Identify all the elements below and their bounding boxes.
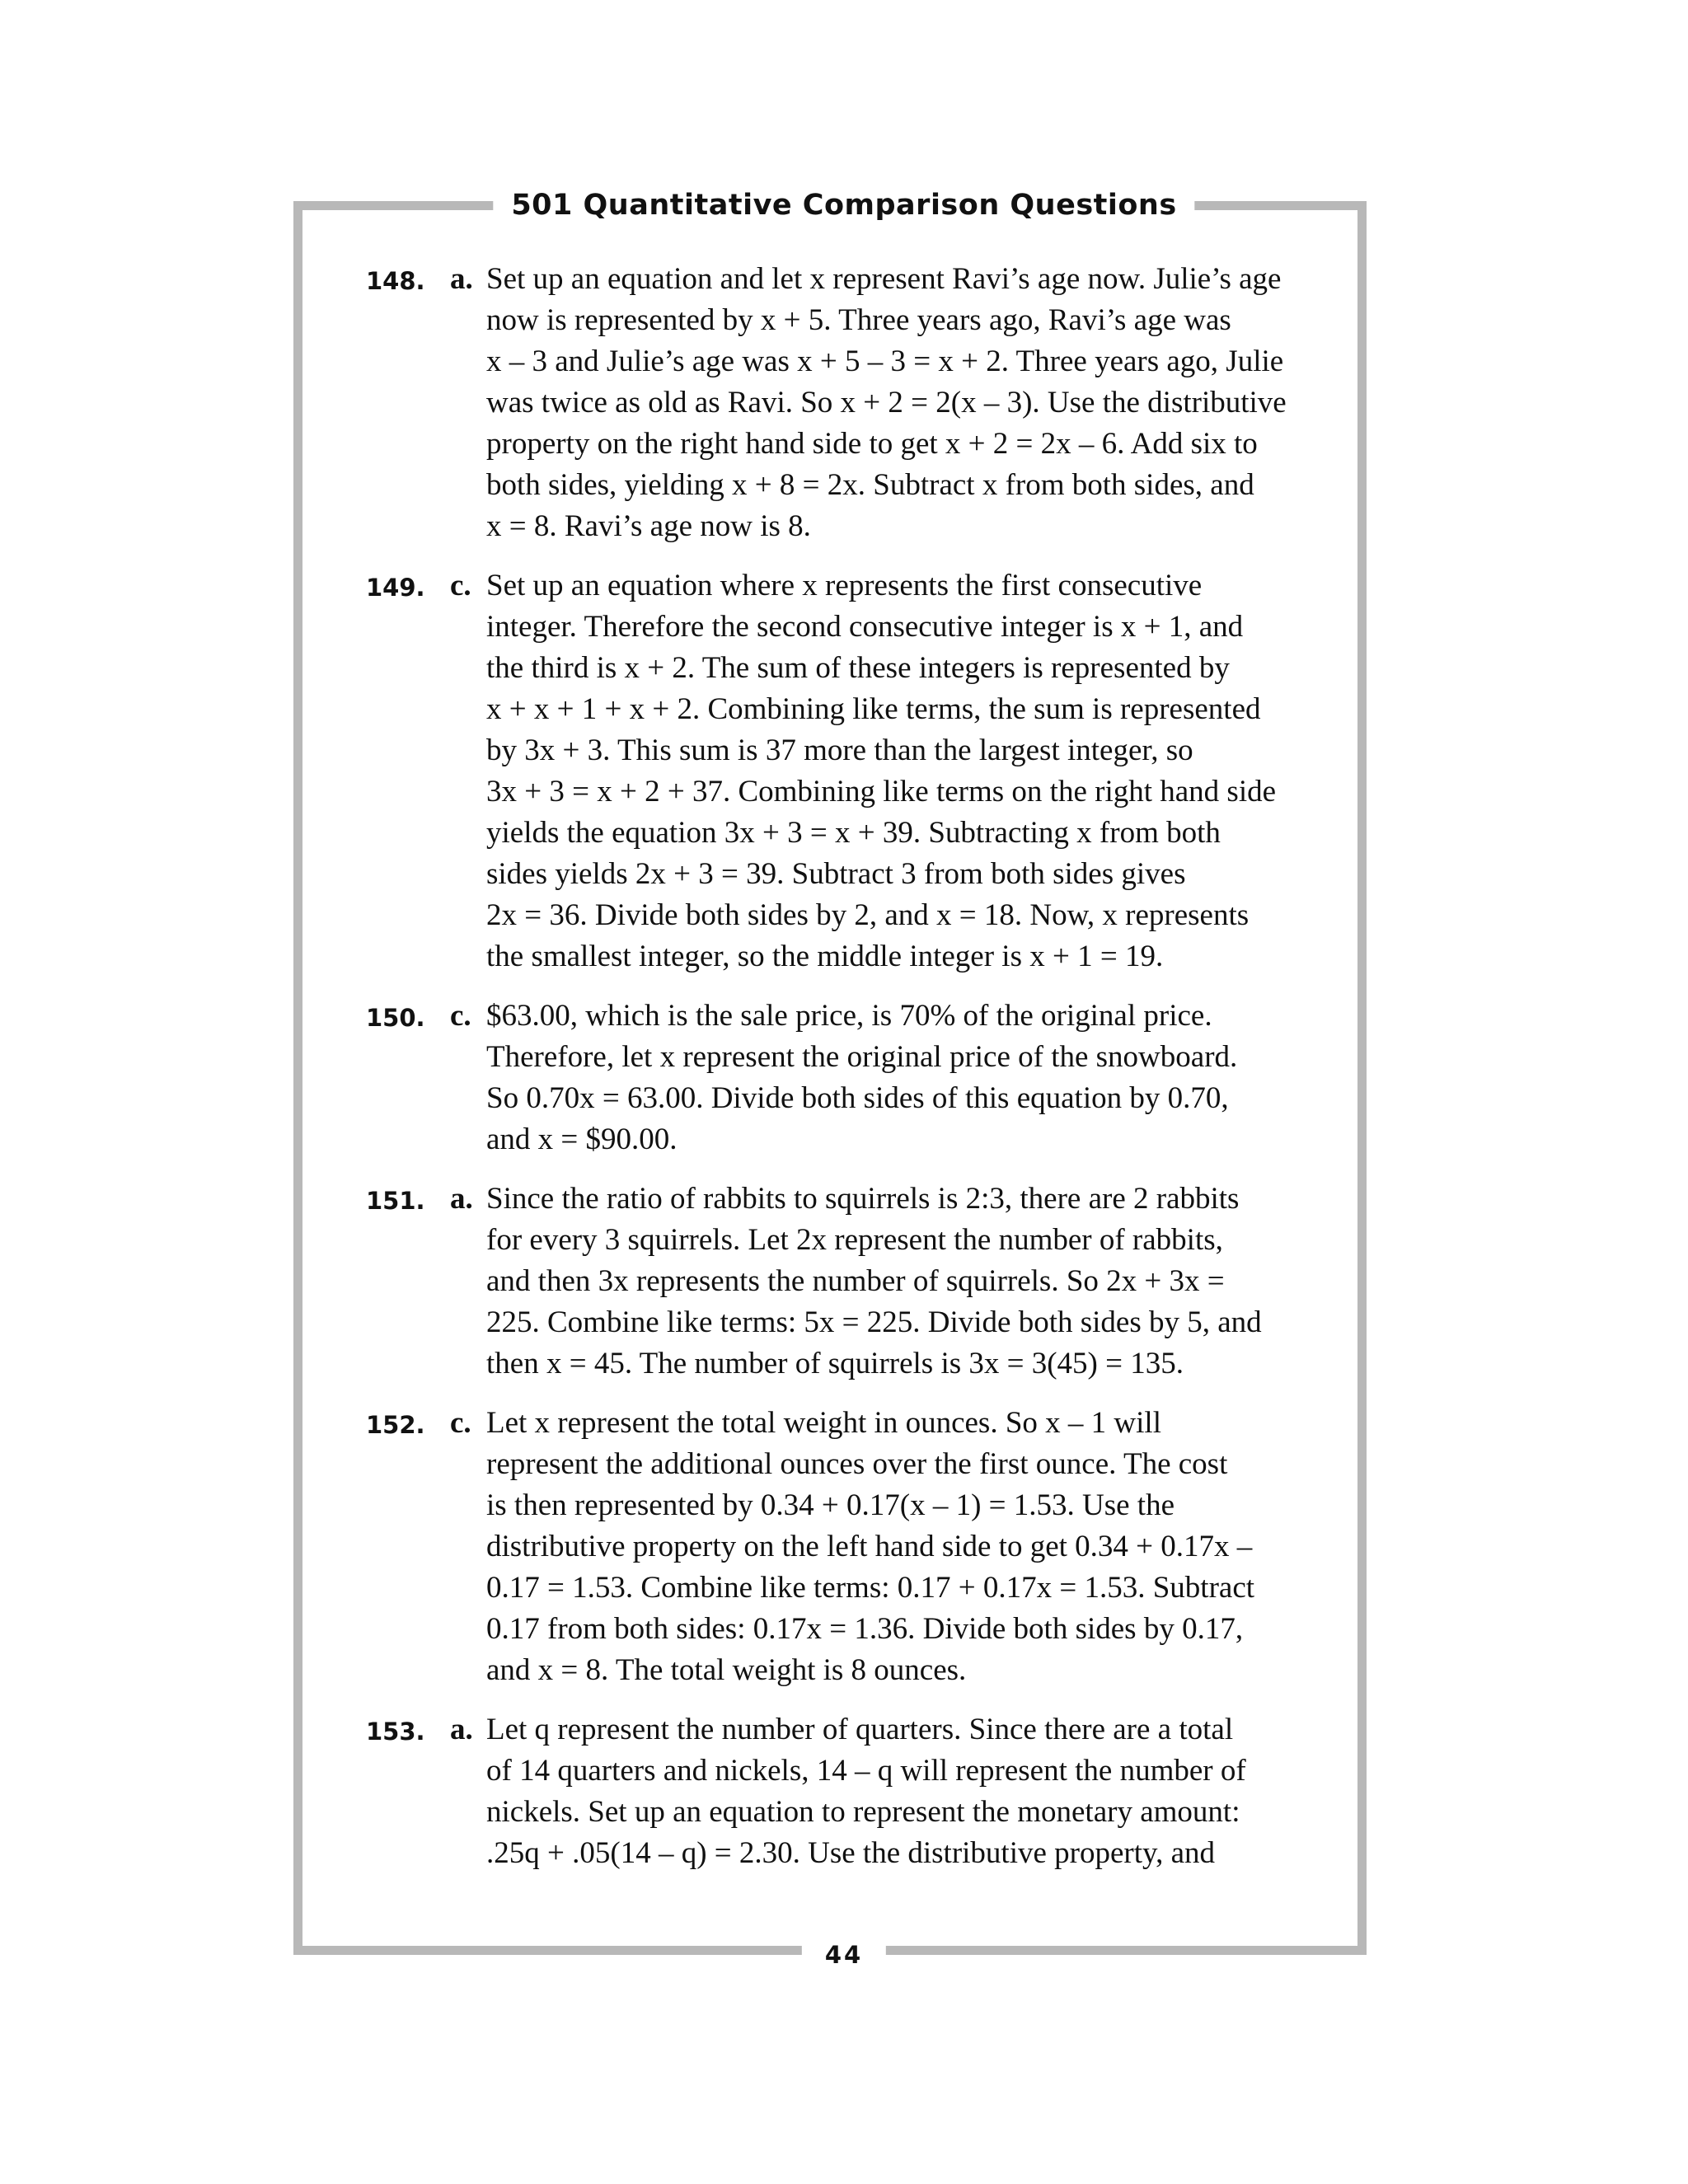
answer-153 (366, 1709, 1322, 1874)
explanation-line: 0.17 from both sides: 0.17x = 1.36. Divide both sides by 0.17, (486, 1612, 1244, 1646)
answer-explanation (486, 1709, 1322, 1874)
explanation-line: and x = 8. The total weight is 8 ounces. (486, 1653, 967, 1687)
explanation-line: So 0.70x = 63.00. Divide both sides of this equation by 0.70, (486, 1081, 1229, 1115)
explanation-line: sides yields 2x + 3 = 39. Subtract 3 from both sides gives (486, 857, 1186, 891)
answer-explanation (486, 1403, 1322, 1691)
explanation-line: the smallest integer, so the middle integer is x + 1 = 19. (486, 940, 1164, 973)
explanation-line: 0.17 = 1.53. Combine like terms: 0.17 + 0.17x = 1.53. Subtract (486, 1571, 1255, 1605)
answer-choice: a. (450, 1713, 473, 1746)
explanation-line: of 14 quarters and nickels, 14 – q will represent the number of (486, 1754, 1246, 1788)
explanation-line: Set up an equation where x represents the first consecutive (486, 569, 1203, 602)
answer-choice: c. (450, 999, 471, 1033)
explanation-line: nickels. Set up an equation to represent the monetary amount: (486, 1795, 1240, 1829)
explanation-line: property on the right hand side to get x + 2 = 2x – 6. Add six to (486, 427, 1258, 461)
explanation-line: yields the equation 3x + 3 = x + 39. Subtracting x from both (486, 816, 1221, 850)
answer-number: 153. (366, 1718, 425, 1746)
page-number: 44 (802, 1937, 886, 1973)
answer-number: 151. (366, 1187, 425, 1215)
explanation-line: .25q + .05(14 – q) = 2.30. Use the distributive property, and (486, 1836, 1216, 1870)
page-header-title: 501 Quantitative Comparison Questions (493, 185, 1194, 226)
explanation-line: represent the additional ounces over the first ounce. The cost (486, 1447, 1228, 1481)
answer-number: 149. (366, 574, 425, 602)
answer-149 (366, 565, 1322, 977)
answer-choice: c. (450, 1406, 471, 1440)
answer-number: 148. (366, 267, 425, 295)
explanation-line: and then 3x represents the number of squirrels. So 2x + 3x = (486, 1264, 1225, 1298)
explanation-line: for every 3 squirrels. Let 2x represent the number of rabbits, (486, 1223, 1223, 1257)
explanation-line: 2x = 36. Divide both sides by 2, and x = 18. Now, x represents (486, 898, 1250, 932)
answer-explanation (486, 259, 1322, 547)
explanation-line: Since the ratio of rabbits to squirrels is 2:3, there are 2 rabbits (486, 1182, 1240, 1216)
explanation-line: Therefore, let x represent the original price of the snowboard. (486, 1040, 1238, 1074)
explanation-line: Let q represent the number of quarters. Since there are a total (486, 1713, 1234, 1746)
answer-150 (366, 996, 1322, 1160)
explanation-line: was twice as old as Ravi. So x + 2 = 2(x – 3). Use the distributive (486, 386, 1287, 419)
answer-choice: a. (450, 262, 473, 296)
explanation-line: distributive property on the left hand side to get 0.34 + 0.17x – (486, 1530, 1253, 1563)
explanation-line: Set up an equation and let x represent Ravi’s age now. Julie’s age (486, 262, 1282, 296)
answer-choice: c. (450, 569, 471, 602)
answer-152 (366, 1403, 1322, 1691)
explanation-line: 225. Combine like terms: 5x = 225. Divide both sides by 5, and (486, 1305, 1262, 1339)
answer-choice: a. (450, 1182, 473, 1216)
explanation-line: is then represented by 0.34 + 0.17(x – 1) = 1.53. Use the (486, 1488, 1175, 1522)
explanation-line: $63.00, which is the sale price, is 70% of the original price. (486, 999, 1212, 1033)
explanation-line: integer. Therefore the second consecutive integer is x + 1, and (486, 610, 1244, 644)
explanation-line: Let x represent the total weight in ounces. So x – 1 will (486, 1406, 1161, 1440)
answer-explanation (486, 996, 1322, 1160)
explanation-line: x + x + 1 + x + 2. Combining like terms, the sum is represented (486, 692, 1261, 726)
explanation-line: both sides, yielding x + 8 = 2x. Subtract x from both sides, and (486, 468, 1254, 502)
answer-number: 152. (366, 1411, 425, 1439)
explanation-line: and x = $90.00. (486, 1122, 678, 1156)
explanation-line: x – 3 and Julie’s age was x + 5 – 3 = x + 2. Three years ago, Julie (486, 344, 1284, 378)
explanation-line: the third is x + 2. The sum of these integers is represented by (486, 651, 1230, 685)
answer-list (366, 259, 1322, 1892)
explanation-line: by 3x + 3. This sum is 37 more than the largest integer, so (486, 733, 1193, 767)
explanation-line: then x = 45. The number of squirrels is 3x = 3(45) = 135. (486, 1347, 1184, 1380)
answer-number: 150. (366, 1004, 425, 1032)
explanation-line: x = 8. Ravi’s age now is 8. (486, 509, 811, 543)
answer-explanation (486, 565, 1322, 977)
explanation-line: now is represented by x + 5. Three years ago, Ravi’s age was (486, 303, 1231, 337)
answer-explanation (486, 1179, 1322, 1385)
answer-148 (366, 259, 1322, 547)
explanation-line: 3x + 3 = x + 2 + 37. Combining like terms on the right hand side (486, 775, 1277, 808)
answer-151 (366, 1179, 1322, 1385)
